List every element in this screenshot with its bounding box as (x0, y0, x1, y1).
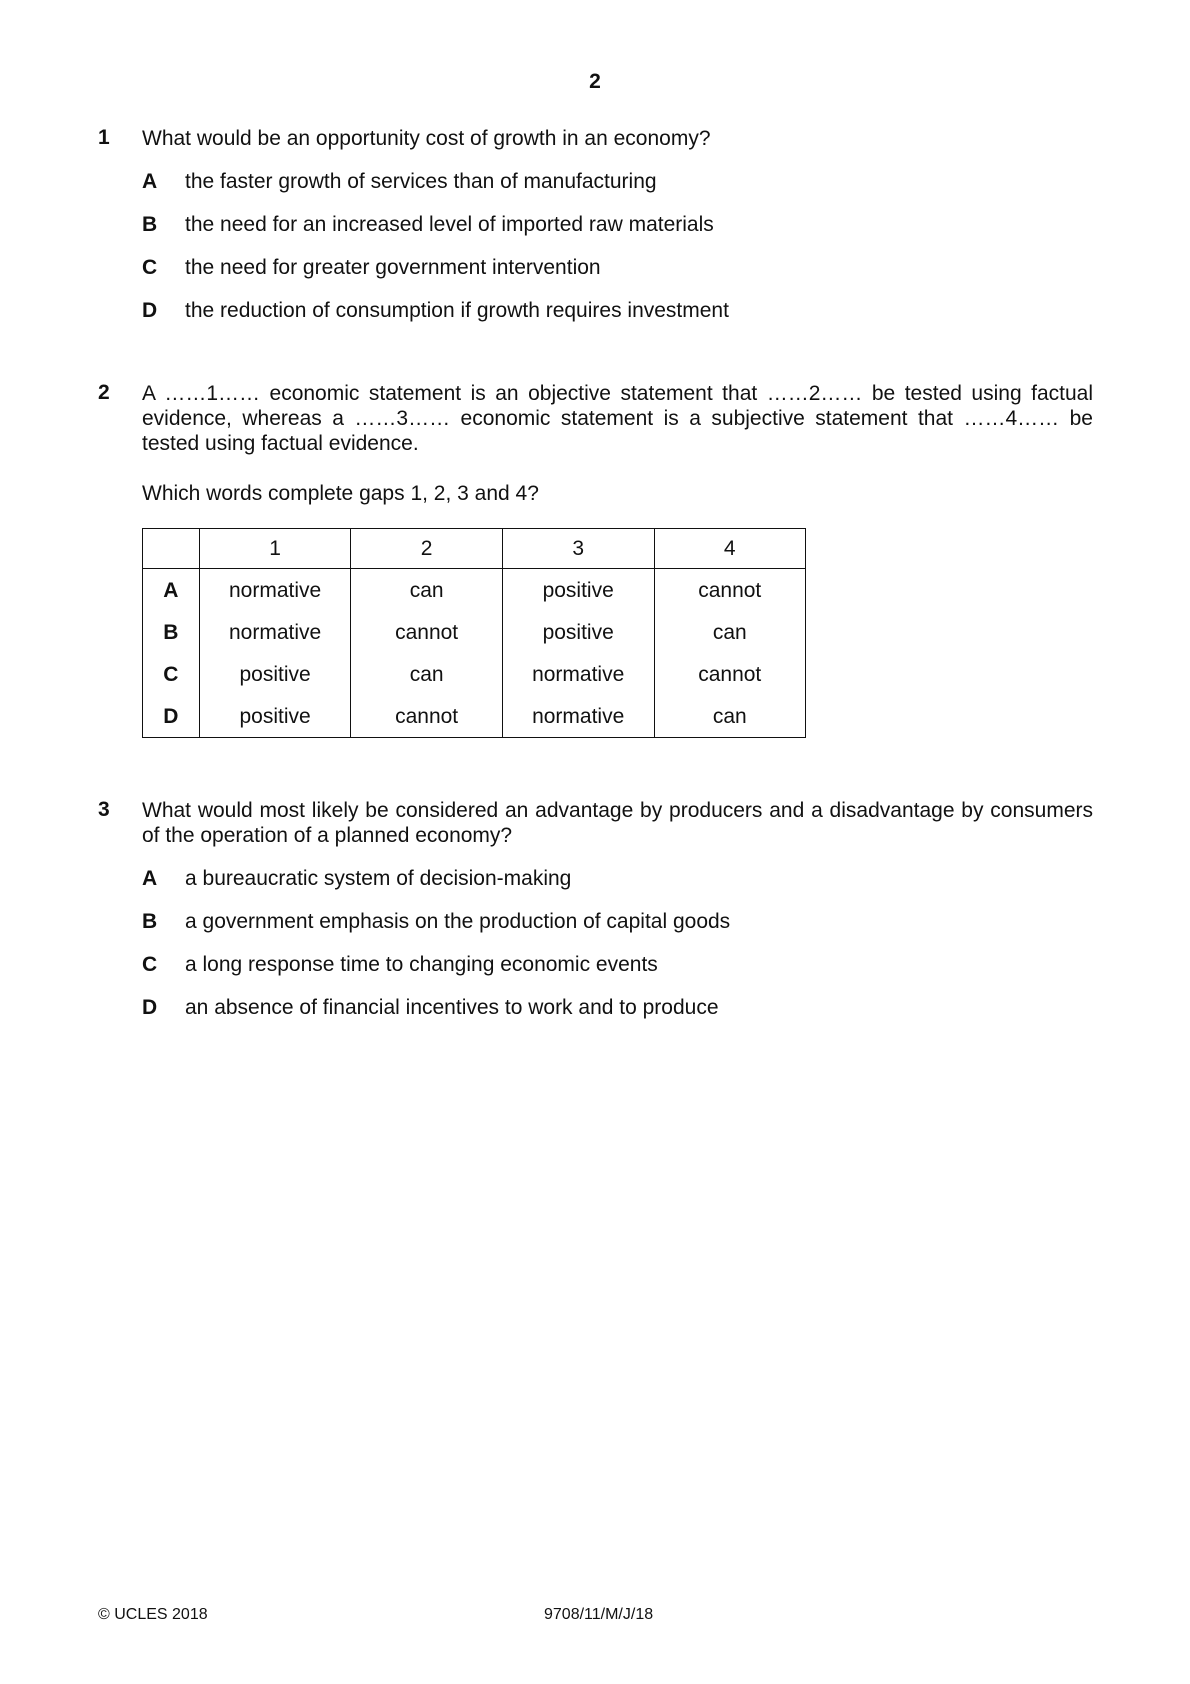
option-b[interactable] (142, 910, 1093, 934)
table-cell: normative (199, 569, 351, 612)
option-b[interactable] (142, 213, 1093, 237)
option-text: a bureaucratic system of decision-making (185, 867, 572, 890)
table-header-cell: 3 (502, 529, 654, 569)
question-number: 2 (98, 381, 110, 404)
table-cell: can (654, 611, 806, 653)
option-letter: C (142, 953, 158, 976)
table-row[interactable] (143, 653, 806, 695)
table-cell: normative (502, 695, 654, 738)
option-text: the need for greater government intervention (185, 256, 601, 279)
table-header-cell: 1 (199, 529, 351, 569)
footer-paper-code: 9708/11/M/J/18 (544, 1606, 654, 1623)
table-cell: cannot (351, 611, 502, 653)
row-key: D (143, 695, 200, 738)
table-cell: positive (502, 569, 654, 612)
option-letter: A (142, 170, 158, 193)
table-cell: can (654, 695, 806, 738)
option-c[interactable] (142, 953, 1093, 977)
table-header-cell (143, 529, 200, 569)
table-header-cell: 4 (654, 529, 806, 569)
table-header-row (143, 529, 806, 569)
answer-options (142, 170, 1093, 323)
table-cell: cannot (654, 653, 806, 695)
table-cell: normative (199, 611, 351, 653)
option-a[interactable] (142, 170, 1093, 194)
page-number: 2 (589, 70, 601, 93)
row-key: B (143, 611, 200, 653)
table-cell: positive (502, 611, 654, 653)
table-cell: positive (199, 653, 351, 695)
footer-copyright: © UCLES 2018 (98, 1606, 208, 1623)
option-letter: B (142, 910, 158, 933)
option-text: the need for an increased level of imported raw materials (185, 213, 714, 236)
answer-options (142, 867, 1093, 1020)
option-d[interactable] (142, 996, 1093, 1020)
answer-table (142, 528, 806, 738)
table-header-cell: 2 (351, 529, 502, 569)
question-2 (98, 381, 1093, 738)
question-3 (98, 798, 1093, 1039)
question-1 (98, 126, 1093, 342)
option-letter: C (142, 256, 158, 279)
option-letter: D (142, 299, 158, 322)
table-cell: cannot (351, 695, 502, 738)
question-stem: What would most likely be considered an advantage by producers and a disadvantage by consumers of the operation of a planned economy? (142, 799, 1093, 847)
option-letter: D (142, 996, 158, 1019)
option-text: a government emphasis on the production of capital goods (185, 910, 731, 933)
question-stem: A ……1…… economic statement is an objective statement that ……2…… be tested using factual evidence, whereas a ……3…… economic statement is a subjective statement that ……4…… be tested using factual evidence. (142, 382, 1093, 455)
option-a[interactable] (142, 867, 1093, 891)
option-text: an absence of financial incentives to work and to produce (185, 996, 719, 1019)
table-cell: can (351, 569, 502, 612)
table-row[interactable] (143, 569, 806, 612)
table-cell: cannot (654, 569, 806, 612)
option-d[interactable] (142, 299, 1093, 323)
option-letter: A (142, 867, 158, 890)
table-cell: positive (199, 695, 351, 738)
table-row[interactable] (143, 611, 806, 653)
option-text: the reduction of consumption if growth requires investment (185, 299, 729, 322)
option-text: the faster growth of services than of manufacturing (185, 170, 657, 193)
option-text: a long response time to changing economic events (185, 953, 658, 976)
row-key: A (143, 569, 200, 612)
question-number: 1 (98, 126, 110, 149)
table-cell: can (351, 653, 502, 695)
question-prompt: Which words complete gaps 1, 2, 3 and 4? (142, 482, 539, 505)
question-stem: What would be an opportunity cost of growth in an economy? (142, 127, 711, 150)
row-key: C (143, 653, 200, 695)
table-row[interactable] (143, 695, 806, 738)
question-number: 3 (98, 798, 110, 821)
option-letter: B (142, 213, 158, 236)
table-cell: normative (502, 653, 654, 695)
option-c[interactable] (142, 256, 1093, 280)
